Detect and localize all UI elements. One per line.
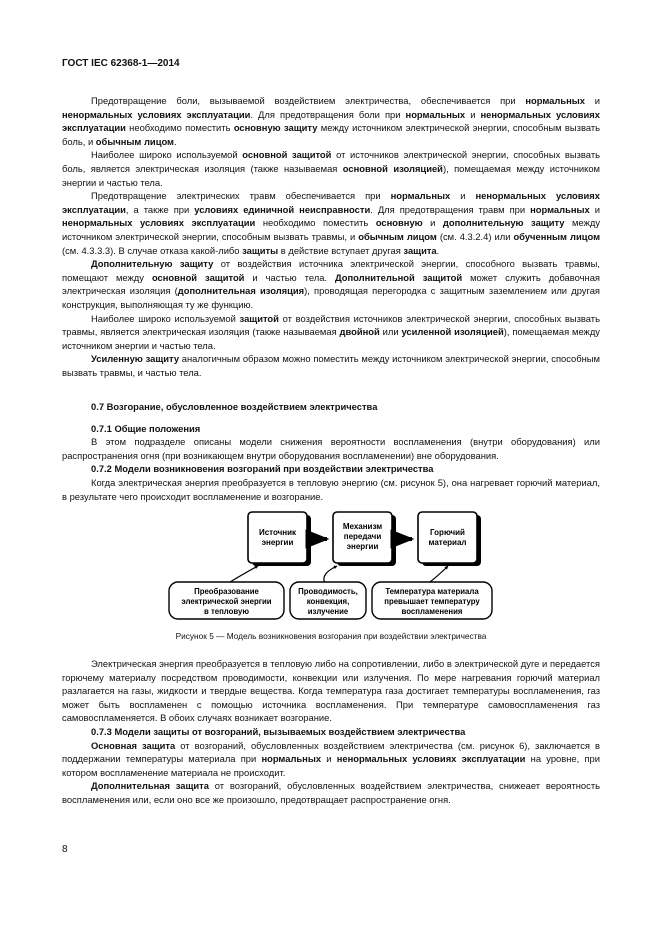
figure-caption: Рисунок 5 — Модель возникновения возгорания при воздействии электричества (175, 631, 487, 641)
paragraph: Усиленную защиту аналогичным образом можно поместить между источником электрической энергии, способным вызвать травмы, и частью тела. (62, 353, 600, 378)
paragraph: Дополнительная защита от возгораний, обусловленных воздействием электричества, снижеает вероятность воспламенения или, если оно все же произошло, предотвращает распространение огня. (62, 780, 600, 805)
paragraph: Когда электрическая энергия преобразуется в тепловую энергию (см. рисунок 5), она нагревает горючий материал, в результате чего происходит воспламенение и возгорание. (62, 476, 600, 502)
callout-pointer (230, 566, 258, 582)
document-header: ГОСТ IEC 62368-1—2014 (62, 58, 180, 69)
callout-pointer (430, 566, 448, 582)
paragraph: Дополнительную защиту от воздействия источника электрической энергии, способного вызвать травмы, помещают между основной защитой и частью тела. Дополнительной защитой может служить добавочная электрическая изоляция (дополнительная изоляция), проводящая перегородка с защитным заземлением или другая конструкция, выполняющая ту же функцию. (62, 258, 601, 310)
paragraph: Основная защита от возгораний, обусловленных воздействием электричества (см. рисунок 6), заключается в поддержании температуры материала при нормальных и ненормальных условиях эксплуатации на уровне, при котором воспламенение материала не происходит. (62, 739, 600, 778)
subsection-heading: 0.7.2 Модели возникновения возгораний при воздействии электричества (91, 463, 434, 475)
paragraph: Предотвращение электрических травм обеспечивается при нормальных и ненормальных условиях эксплуатации, а также при условиях единичной неисправности. Для предотвращения травм при нормальных и ненормальных условиях эксплуатации необходимо поместить основную и дополнительную защиту между источником электрической энергии, способным вызвать травмы, и обычным лицом (см. 4.3.2.4) или обученным лицом (см. 4.3.3.3). В случае отказа какой-либо защиты в действие вступает другая защита. (62, 190, 601, 256)
svg-text:Проводимость,конвекция,излучен: Проводимость, конвекция, излучение (298, 587, 358, 616)
paragraph: Электрическая энергия преобразуется в тепловую либо на сопротивлении, либо в электрической дуге и передается горючему материалу посредством проводимости, конвекции или излучения. По мере нагревания горючий материал разлагается на газы, жидкости и твердые вещества. Когда температура газа достигает температуры воспламенения, газ может быть воспламенен с помощью источника воспламенения. При температуре самовоспламенения газ самовоспламеняется. В обоих случаях возникает возгорание. (62, 658, 600, 724)
section-heading: 0.7 Возгорание, обусловленное воздействием электричества (91, 401, 378, 412)
subsection-heading: 0.7.3 Модели защиты от возгораний, вызываемых воздействием электричества (91, 725, 466, 737)
svg-text:Температура материалапревышает: Температура материала превышает температуру воспламенения (384, 587, 480, 616)
svg-text:Механизмпередачиэнергии: Механизм передачи энергии (342, 522, 383, 551)
paragraph: Наиболее широко используемой основной защитой от источников электрической энергии, способных вызвать боль, является электрическая изоляция (также называемая основной изоляцией), помещаемая между источником энергии и частью тела. (62, 149, 601, 188)
svg-text:Горючийматериал: Горючий материал (428, 528, 467, 547)
paragraph: Предотвращение боли, вызываемой воздействием электричества, обеспечивается при нормальных и ненормальных условиях эксплуатации. Для предотвращения боли при нормальных и ненормальных условиях эксплуатации необходимо поместить основную защиту между источником электрической энергии, способным вызвать боль, и обычным лицом. (62, 95, 601, 147)
callout-conversion (169, 582, 284, 619)
box-combustible-material (418, 512, 477, 563)
box-transfer-mechanism (333, 512, 392, 563)
subsection-heading: 0.7.1 Общие положения (91, 422, 201, 434)
svg-text:Преобразованиеэлектрической эн: Преобразование электрической энергии в тепловую (181, 587, 272, 616)
callout-ignition-temperature (372, 582, 492, 619)
callout-pointer (324, 566, 337, 583)
page-number: 8 (62, 844, 68, 855)
svg-text:Источникэнергии: Источник энергии (258, 528, 297, 547)
callout-heat-transfer (290, 582, 366, 619)
box-energy-source (248, 512, 307, 563)
paragraph: Наиболее широко используемой защитой от воздействия источников электрической энергии, способных вызвать травмы, является электрическая изоляция (также называемая двойной или усиленной изоляцией), помещаемая между источником энергии и частью тела. (62, 312, 600, 351)
paragraph: В этом подразделе описаны модели снижения вероятности воспламенения (внутри оборудования) или распространения огня (при возникающем внутри оборудования воспламенении) вне оборудования. (62, 436, 600, 461)
lower-text (62, 657, 600, 807)
